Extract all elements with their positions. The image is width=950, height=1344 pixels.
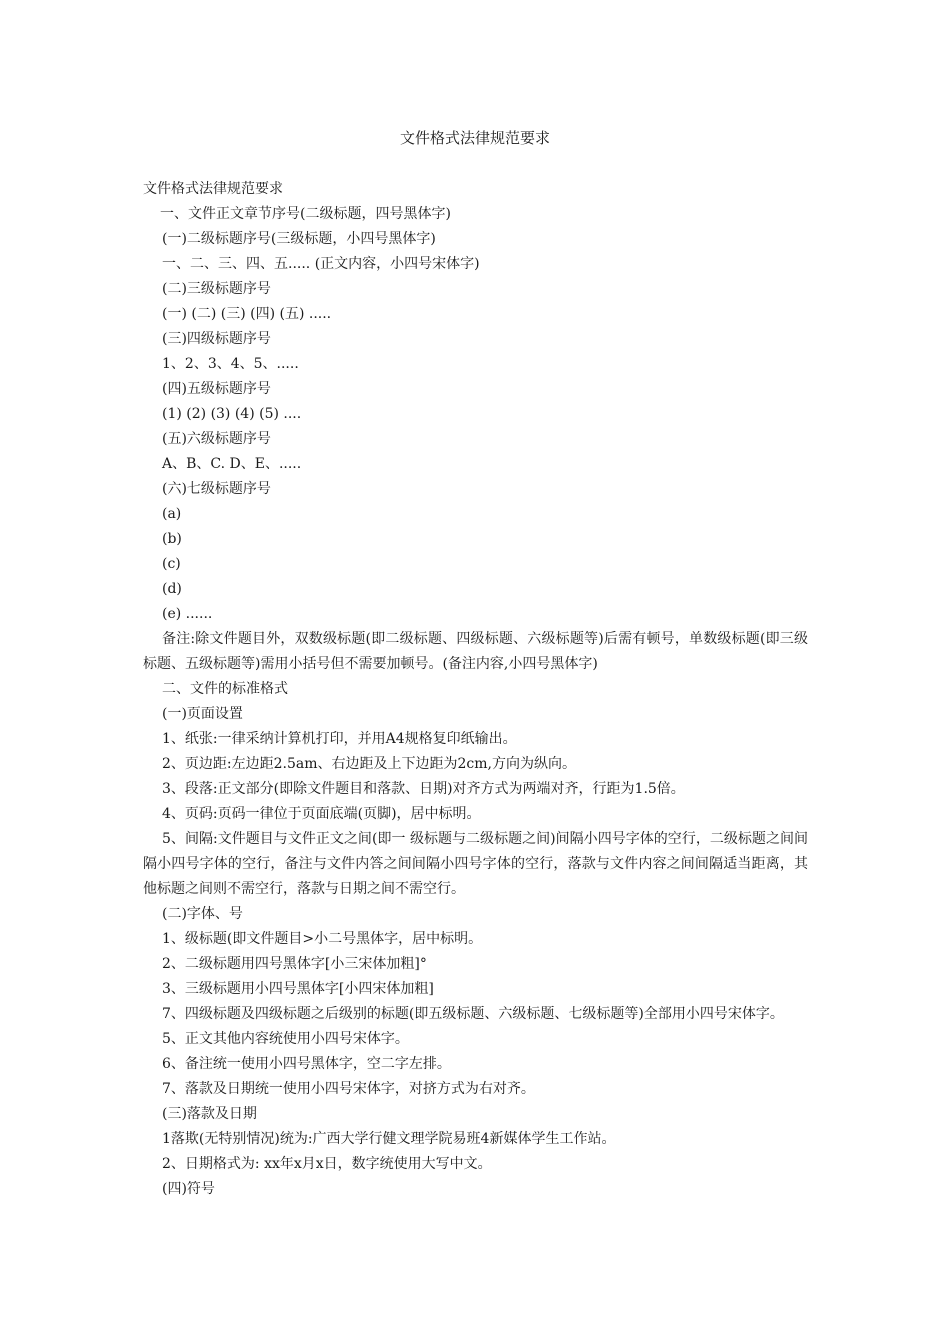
- text-line: (a): [162, 506, 182, 522]
- text-line: (c): [162, 556, 181, 572]
- text-line: 4、页码:页码一律位于页面底端(页脚)，居中标明。: [162, 806, 481, 822]
- text-line: 2、日期格式为: xx年x月x日，数字统使用大写中文。: [162, 1156, 492, 1172]
- text-line: 2、页边距:左边距2.5am、右边距及上下边距为2cm,方向为纵向。: [162, 756, 576, 772]
- text-line: 1、纸张:一律采纳计算机打印，并用A4规格复印纸输出。: [162, 731, 517, 747]
- text-line: (e) ......: [162, 606, 213, 622]
- text-line: 1、级标题(即文件题目>小二号黑体字，居中标明。: [162, 931, 483, 947]
- subsection-heading: (四)五级标题序号: [162, 381, 271, 397]
- text-line: (d): [162, 581, 182, 597]
- text-line: (1) (2) (3) (4) (5) ....: [162, 406, 302, 422]
- section-heading: 二、文件的标准格式: [162, 681, 288, 697]
- text-line: 3、段落:正文部分(即除文件题目和落款、日期)对齐方式为两端对齐，行距为1.5倍。: [162, 781, 685, 797]
- subsection-heading: (四)符号: [162, 1181, 215, 1197]
- text-line: 1、2、3、4、5、.....: [162, 356, 299, 372]
- subsection-heading: (一)页面设置: [162, 706, 243, 722]
- text-paragraph: 7、四级标题及四级标题之后级别的标题(即五级标题、六级标题、七级标题等)全部用小四号宋体字。: [162, 1006, 784, 1022]
- text-line: 7、落款及日期统一使用小四号宋体字，对挤方式为右对齐。: [162, 1081, 535, 1097]
- note-paragraph: 备注:除文件题目外，双数级标题(即二级标题、四级标题、六级标题等)后需有顿号，单数级标题(即三级标题、五级标题等)需用小括号但不需要加顿号。(备注内容,小四号黑体字): [143, 631, 808, 672]
- text-paragraph: 5、间隔:文件题目与文件正文之间(即一 级标题与二级标题之间)间隔小四号字体的空行，二级标题之间间隔小四号字体的空行，备注与文件内答之间间隔小四号字体的空行，落款与文件内容之间间隔适当距离，其他标题之间则不需空行，落款与日期之间不需空行。: [143, 831, 808, 897]
- text-line: (b): [162, 531, 182, 547]
- text-line: 一、二、三、四、五..... (正文内容，小四号宋体字): [162, 256, 480, 272]
- subsection-heading: (三)四级标题序号: [162, 331, 271, 347]
- text-line: 1落欺(无特别情况)统为:广西大学行健文理学院易班4新媒体学生工作站。: [162, 1131, 616, 1147]
- document-title: 文件格式法律规范要求: [399, 129, 550, 147]
- section-heading: 一、文件正文章节序号(二级标题，四号黑体字): [160, 206, 451, 222]
- text-line: 3、三级标题用小四号黑体字[小四宋体加粗]: [162, 981, 434, 997]
- subsection-heading: (三)落款及日期: [162, 1106, 257, 1122]
- text-line: A、B、C. D、E、.....: [162, 456, 302, 472]
- subsection-heading: (五)六级标题序号: [162, 431, 271, 447]
- subsection-heading: (六)七级标题序号: [162, 481, 271, 497]
- subsection-heading: (一)二级标题序号(三级标题，小四号黑体字): [162, 231, 436, 247]
- text-line: 2、二级标题用四号黑体字[小三宋体加粗]°: [162, 956, 427, 972]
- text-line: (一) (二) (三) (四) (五) .....: [162, 306, 332, 322]
- text-line: 6、备注统一使用小四号黑体字，空二字左排。: [162, 1056, 451, 1072]
- subsection-heading: (二)字体、号: [162, 906, 243, 922]
- text-line: 5、正文其他内容统使用小四号宋体字。: [162, 1031, 409, 1047]
- body-heading: 文件格式法律规范要求: [143, 181, 283, 197]
- subsection-heading: (二)三级标题序号: [162, 281, 271, 297]
- document-body: [143, 177, 808, 1202]
